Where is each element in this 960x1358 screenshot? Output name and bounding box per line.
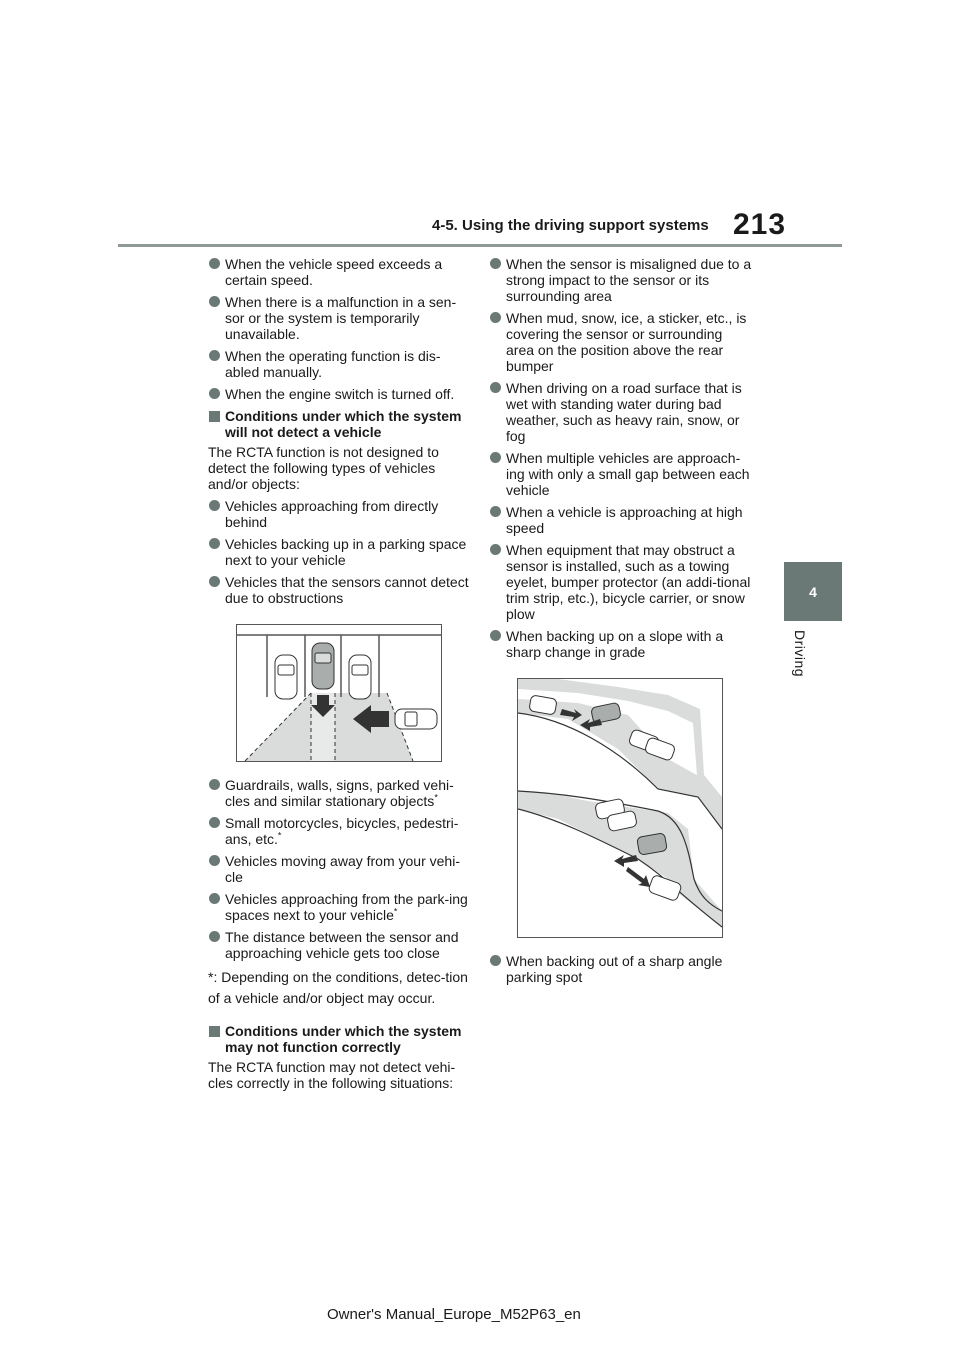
bullet-icon bbox=[490, 312, 501, 323]
square-bullet-icon bbox=[209, 1026, 220, 1037]
bullet-icon bbox=[209, 500, 220, 511]
slope-illustration bbox=[517, 678, 723, 938]
section-title: 4-5. Using the driving support systems bbox=[432, 217, 709, 234]
bullet-icon bbox=[209, 855, 220, 866]
paragraph: The RCTA function is not designed to detect the following types of vehicles and/or objects: bbox=[208, 444, 439, 492]
bullet-icon bbox=[209, 350, 220, 361]
asterisk: * bbox=[434, 792, 438, 803]
bullet-icon bbox=[490, 955, 501, 966]
left-column bbox=[208, 256, 470, 1097]
list-item: Vehicles moving away from your vehi-cle bbox=[208, 853, 470, 885]
footer-text: Owner's Manual_Europe_M52P63_en bbox=[327, 1306, 581, 1323]
page-number: 213 bbox=[733, 208, 787, 241]
bullet-icon bbox=[490, 382, 501, 393]
footnote-text: Depending on the conditions, detec-tion of a vehicle and/or object may occur. bbox=[208, 969, 468, 1006]
bullet-icon bbox=[490, 506, 501, 517]
list-item: When driving on a road surface that is wet with standing water during bad weather, such as heavy rain, snow, or fog bbox=[489, 380, 753, 444]
section-heading: Conditions under which the system will not detect a vehicle bbox=[208, 408, 470, 440]
list-item: Guardrails, walls, signs, parked vehi-cles and similar stationary objects* bbox=[208, 777, 470, 809]
footnote-marker: *: bbox=[208, 969, 222, 985]
list-item: When equipment that may obstruct a sensor is installed, such as a towing eyelet, bumper protector (an addi-tional trim strip, etc.), bicycle carrier, or snow plow bbox=[489, 542, 753, 622]
list-item: Small motorcycles, bicycles, pedestri-ans, etc.* bbox=[208, 815, 470, 847]
bullet-icon bbox=[209, 779, 220, 790]
bullet-icon bbox=[209, 931, 220, 942]
bullet-icon bbox=[490, 630, 501, 641]
bullet-icon bbox=[490, 258, 501, 269]
chapter-tab[interactable] bbox=[784, 562, 842, 621]
list-item: When the sensor is misaligned due to a strong impact to the sensor or its surrounding area bbox=[489, 256, 753, 304]
list-item: When backing up on a slope with a sharp change in grade bbox=[489, 628, 753, 660]
bullet-icon bbox=[209, 258, 220, 269]
chapter-label: Driving bbox=[792, 630, 808, 678]
bullet-icon bbox=[209, 576, 220, 587]
list-item: When the vehicle speed exceeds a certain speed. bbox=[208, 256, 470, 288]
bullet-icon bbox=[490, 544, 501, 555]
list-item: When mud, snow, ice, a sticker, etc., is covering the sensor or surrounding area on the position above the rear bumper bbox=[489, 310, 753, 374]
asterisk: * bbox=[393, 906, 398, 917]
section-heading: Conditions under which the system may not function correctly bbox=[208, 1023, 470, 1055]
paragraph: The RCTA function may not detect vehi-cles correctly in the following situations: bbox=[208, 1059, 456, 1091]
header-rule bbox=[118, 244, 842, 247]
bullet-icon bbox=[209, 538, 220, 549]
list-item: When backing out of a sharp angle parking spot bbox=[489, 953, 753, 985]
asterisk: * bbox=[277, 830, 282, 841]
list-item: When a vehicle is approaching at high speed bbox=[489, 504, 753, 536]
bullet-icon bbox=[209, 296, 220, 307]
square-bullet-icon bbox=[209, 411, 220, 422]
bullet-icon bbox=[209, 893, 220, 904]
list-item: The distance between the sensor and approaching vehicle gets too close bbox=[208, 929, 470, 961]
right-column bbox=[489, 256, 753, 991]
list-item: Vehicles backing up in a parking space next to your vehicle bbox=[208, 536, 470, 568]
list-item: Vehicles approaching from directly behind bbox=[208, 498, 470, 530]
bullet-icon bbox=[490, 452, 501, 463]
list-item: When there is a malfunction in a sen-sor or the system is temporarily unavailable. bbox=[208, 294, 470, 342]
bullet-icon bbox=[209, 817, 220, 828]
list-item: When the operating function is dis-abled manually. bbox=[208, 348, 470, 380]
footnote bbox=[208, 967, 470, 1009]
list-item: Vehicles that the sensors cannot detect due to obstructions bbox=[208, 574, 470, 606]
list-item: When the engine switch is turned off. bbox=[208, 386, 470, 402]
bullet-icon bbox=[209, 388, 220, 399]
list-item: When multiple vehicles are approach-ing with only a small gap between each vehicle bbox=[489, 450, 753, 498]
parking-lot-illustration bbox=[236, 624, 442, 762]
list-item: Vehicles approaching from the park-ing spaces next to your vehicle* bbox=[208, 891, 470, 923]
chapter-number: 4 bbox=[809, 583, 817, 600]
